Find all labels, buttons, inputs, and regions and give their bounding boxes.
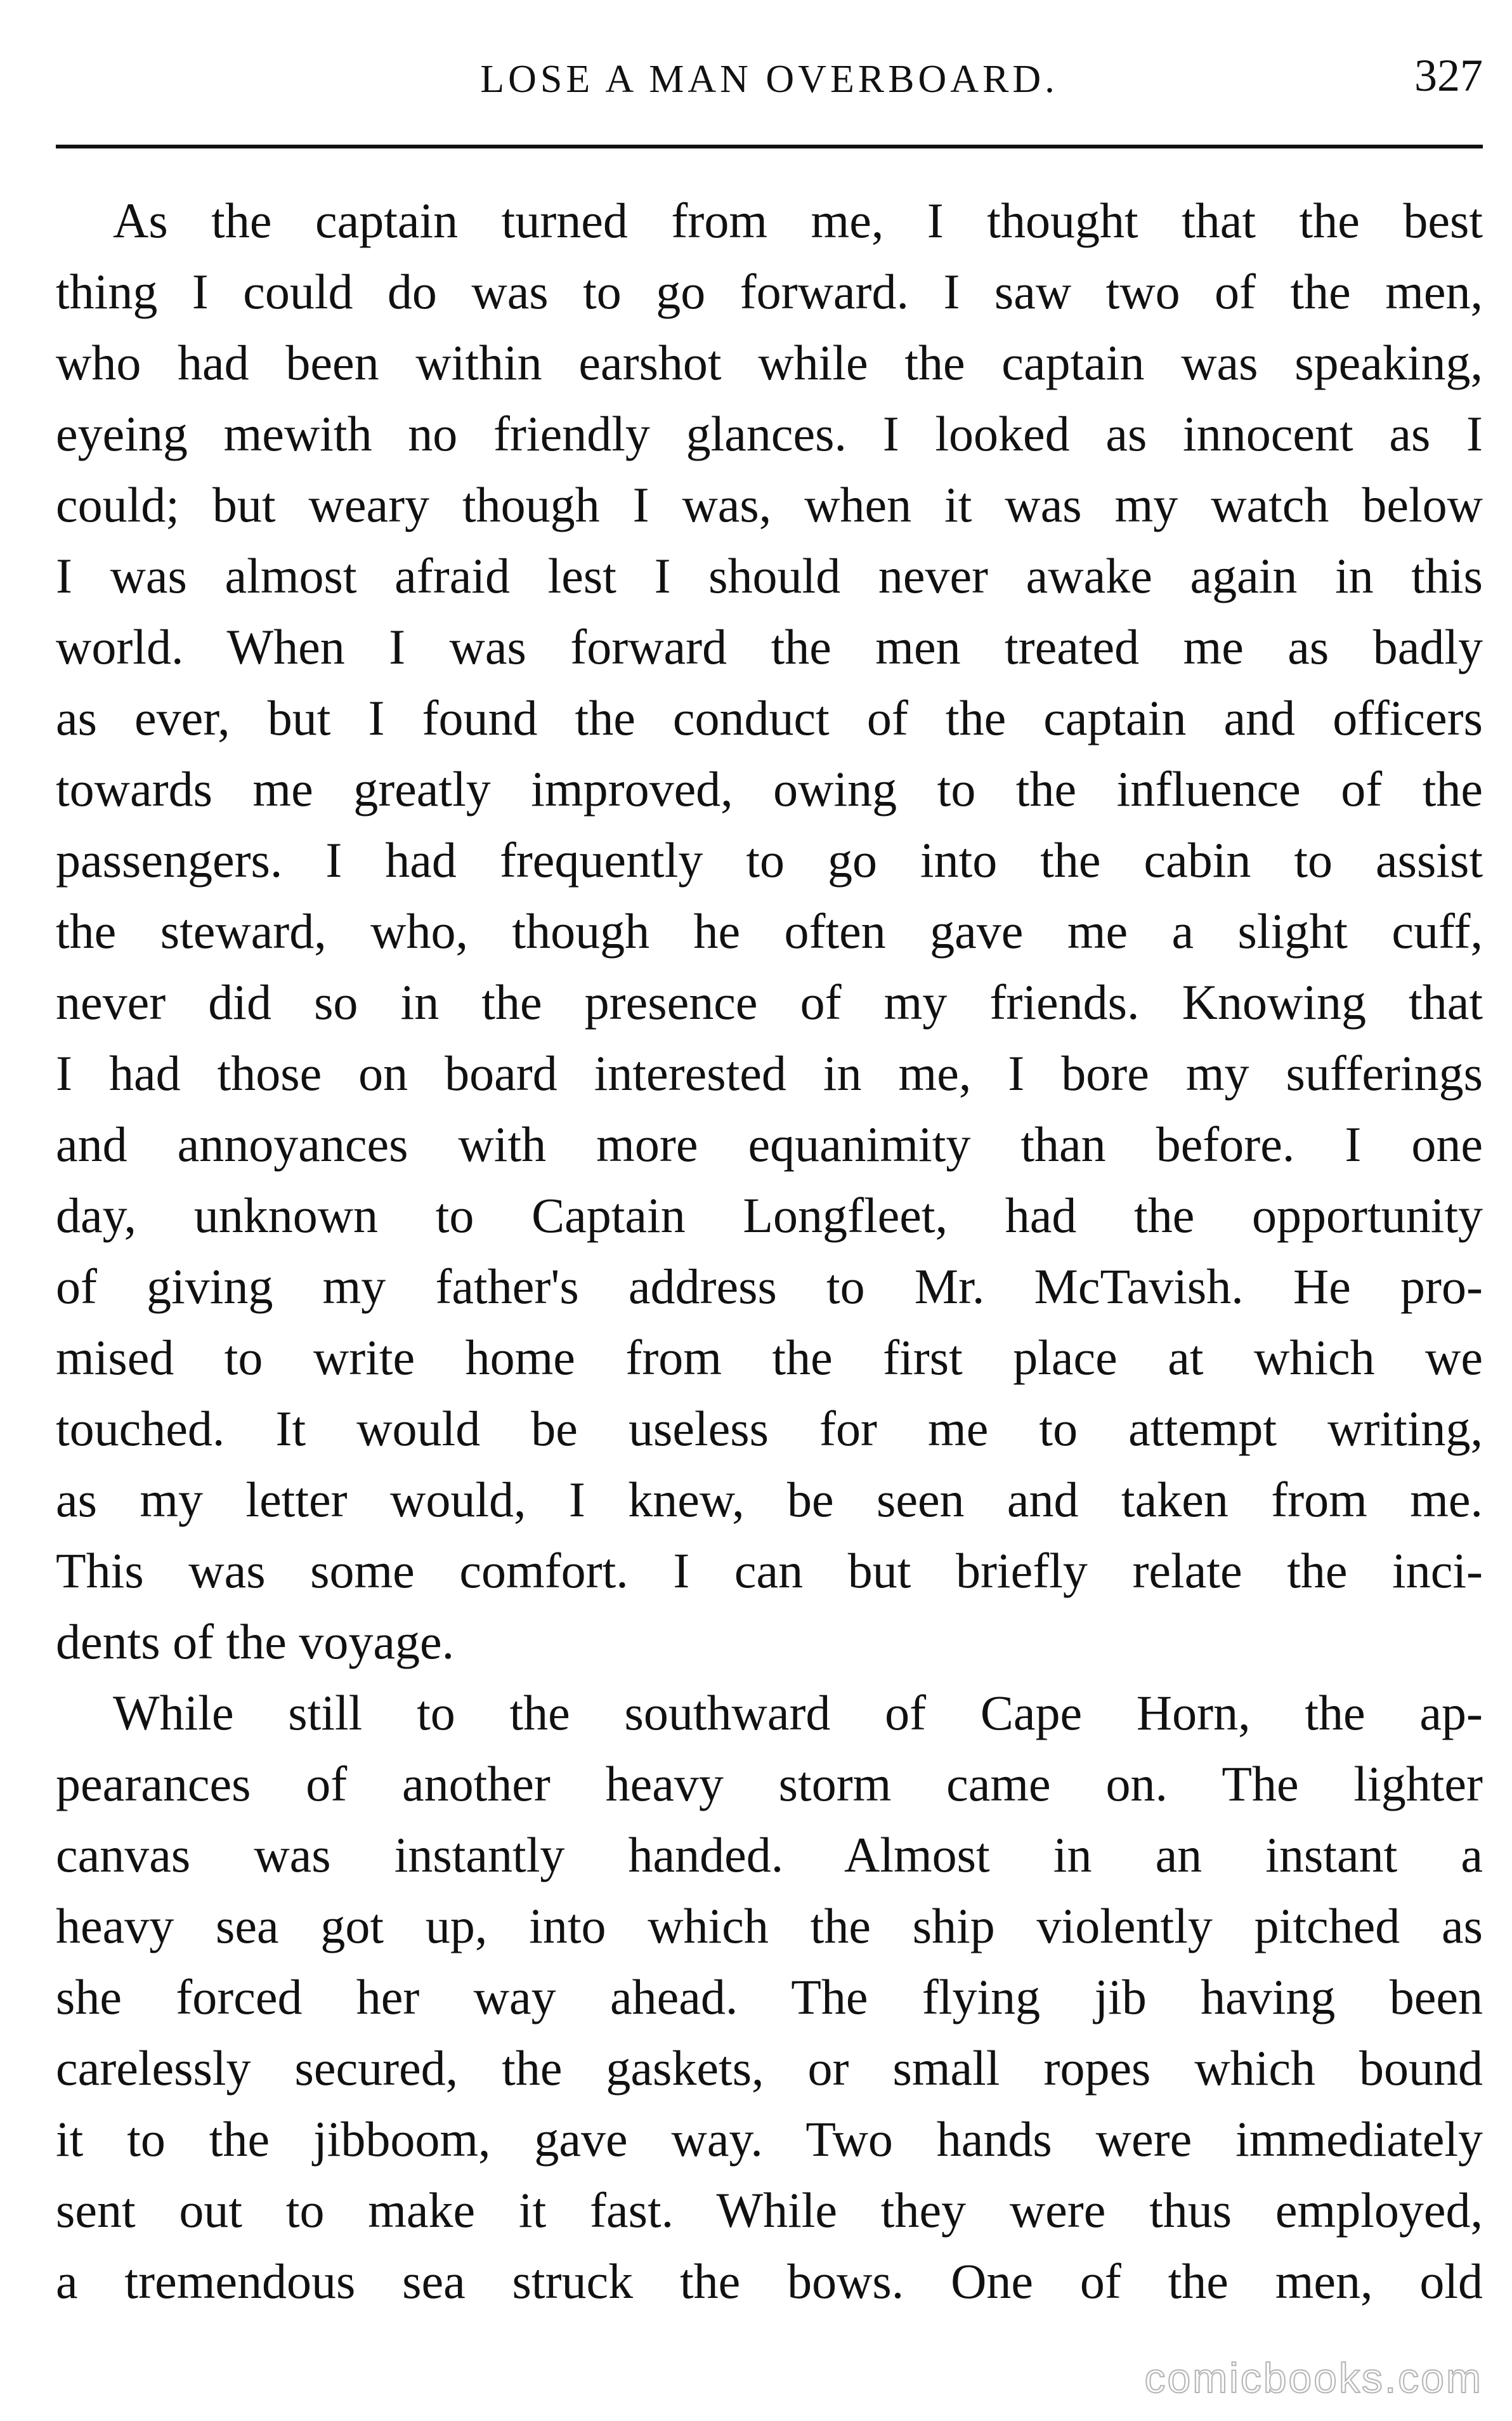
- page-number: 327: [1414, 50, 1483, 101]
- text-line: eyeing mewith no friendly glances. I looked as innocent as I: [56, 406, 1483, 461]
- text-line: towards me greatly improved, owing to the influence of the: [56, 761, 1483, 817]
- watermark-logo: comicbooks.com: [1144, 2354, 1483, 2401]
- running-header: [56, 44, 1483, 114]
- text-line: and annoyances with more equanimity than before. I one: [56, 1117, 1483, 1172]
- text-line: I was almost afraid lest I should never awake again in this: [56, 548, 1483, 603]
- text-line: world. When I was forward the men treated me as badly: [56, 619, 1483, 674]
- paragraph: [56, 1677, 1483, 2317]
- text-line: mised to write home from the first place at which we: [56, 1330, 1483, 1385]
- text-line: could; but weary though I was, when it was my watch below: [56, 477, 1483, 532]
- text-line: While still to the southward of Cape Horn, the ap-: [113, 1685, 1483, 1740]
- text-line: touched. It would be useless for me to attempt writing,: [56, 1401, 1483, 1456]
- text-line: as my letter would, I knew, be seen and taken from me.: [56, 1472, 1483, 1527]
- text-line: carelessly secured, the gaskets, or small ropes which bound: [56, 2040, 1483, 2096]
- text-line: of giving my father's address to Mr. McTavish. He pro-: [56, 1259, 1483, 1314]
- text-line: it to the jibboom, gave way. Two hands were immediately: [56, 2111, 1483, 2167]
- text-line: canvas was instantly handed. Almost in an instant a: [56, 1827, 1483, 1882]
- text-line: pearances of another heavy storm came on. The lighter: [56, 1756, 1483, 1811]
- text-line: day, unknown to Captain Longfleet, had the opportunity: [56, 1188, 1483, 1243]
- text-line: who had been within earshot while the captain was speaking,: [56, 335, 1483, 390]
- text-line: dents of the voyage.: [56, 1614, 455, 1669]
- body-text: [56, 185, 1483, 2317]
- text-line: a tremendous sea struck the bows. One of the men, old: [56, 2254, 1483, 2309]
- text-line: as ever, but I found the conduct of the captain and officers: [56, 690, 1483, 745]
- text-line: passengers. I had frequently to go into the cabin to assist: [56, 832, 1483, 888]
- text-line: As the captain turned from me, I thought that the best: [113, 193, 1483, 248]
- paragraph: [56, 185, 1483, 1677]
- text-line: sent out to make it fast. While they were thus employed,: [56, 2182, 1483, 2238]
- text-line: thing I could do was to go forward. I saw two of the men,: [56, 264, 1483, 319]
- text-line: never did so in the presence of my friends. Knowing that: [56, 974, 1483, 1030]
- header-rule: [56, 145, 1483, 148]
- text-line: I had those on board interested in me, I bore my sufferings: [56, 1046, 1483, 1101]
- text-line: the steward, who, though he often gave me a slight cuff,: [56, 903, 1483, 959]
- text-line: heavy sea got up, into which the ship violently pitched as: [56, 1898, 1483, 1953]
- running-title: LOSE A MAN OVERBOARD.: [480, 58, 1059, 101]
- text-line: she forced her way ahead. The flying jib having been: [56, 1969, 1483, 2024]
- text-line: This was some comfort. I can but briefly relate the inci-: [56, 1543, 1483, 1598]
